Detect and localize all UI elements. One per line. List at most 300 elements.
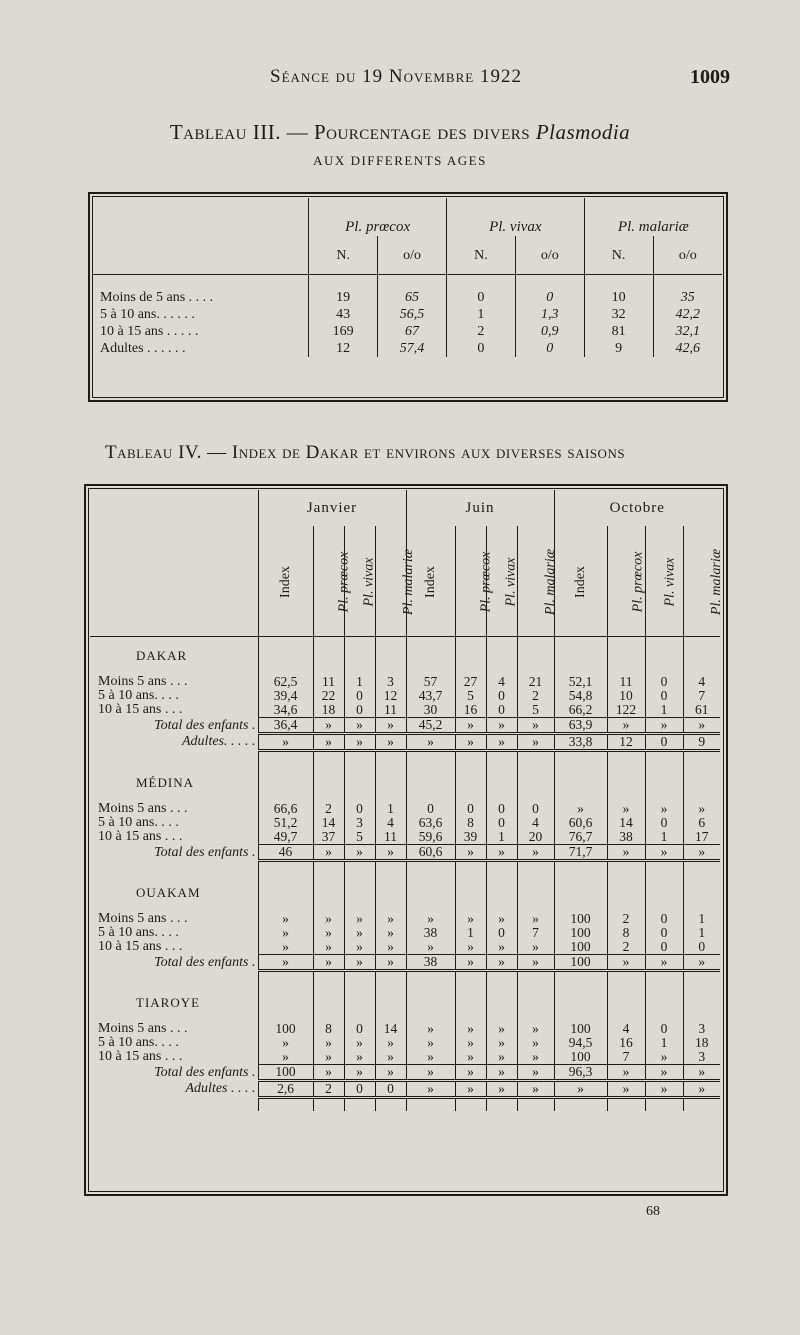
table-cell: 0 [683,940,720,955]
spacer-cell [607,637,645,664]
table-cell: » [344,734,375,751]
table-cell: » [517,718,554,734]
table4-column-header [258,526,313,637]
spacer-cell [313,984,344,1010]
table-cell: 56,5 [378,306,447,323]
spacer-cell [607,984,645,1010]
table4-month-header: Janvier [258,490,406,526]
table-cell: 32,1 [653,323,722,340]
spacer-cell [258,637,313,664]
table-cell: » [455,1081,486,1098]
row-label: Moins 5 ans . . . [98,911,188,926]
table-row [90,802,720,816]
column-header-text: Index [572,565,588,598]
table-cell: 0 [645,689,683,703]
table-cell: » [554,802,607,816]
spacer-cell [683,874,720,900]
table-cell: 0 [486,926,517,940]
row-label: Total des enfants . [154,844,256,860]
table3-subtitle: AUX DIFFERENTS AGES [313,153,487,168]
location-row [90,984,720,1010]
spacer-cell [344,874,375,900]
row-label: 5 à 10 ans. . . . [98,1035,179,1050]
row-label: 10 à 15 ans . . . [98,702,183,718]
spacer-cell [258,861,313,875]
table-cell: 0 [344,1081,375,1098]
table-cell: 8 [313,1022,344,1036]
column-header-text: Pl. prœcox [629,551,645,612]
row-label: Moins 5 ans . . . [98,801,188,816]
row-label: Total des enfants . [154,954,256,970]
table-cell: » [607,955,645,971]
spacer-cell [554,984,607,1010]
spacer-cell [258,751,313,765]
spacer-cell [517,984,554,1010]
table-cell: 4 [486,675,517,689]
table3-subheader: o/o [653,236,722,275]
table-cell: » [645,1081,683,1098]
spacer-cell [313,971,344,985]
column-header-text: Pl. malariæ [400,548,416,615]
table4-column-header [486,526,517,637]
spacer-cell [683,764,720,790]
spacer-cell [486,971,517,985]
row-label: Moins de 5 ans . . . . [100,290,214,305]
spacer-cell [313,874,344,900]
table-cell: 2 [313,802,344,816]
spacer-cell [344,861,375,875]
table-cell: 60,6 [406,845,455,861]
table-cell: 4 [375,816,406,830]
table3-subheader: o/o [515,236,584,275]
table-cell: 51,2 [258,816,313,830]
spacer-cell [486,874,517,900]
table-cell: 0 [344,703,375,718]
table-cell: 38 [406,926,455,940]
spacer-cell [517,764,554,790]
table-cell: » [375,1050,406,1065]
spacer-cell [683,1098,720,1112]
table-cell: 54,8 [554,689,607,703]
table3 [92,198,722,357]
spacer-cell [645,971,683,985]
table4-month-header: Octobre [554,490,720,526]
table-cell: 1 [375,802,406,816]
spacer-cell [455,874,486,900]
table-cell: 60,6 [554,816,607,830]
table-cell: » [344,1036,375,1050]
table-cell: » [375,734,406,751]
table-cell: 0 [446,340,515,357]
table-cell: » [455,1022,486,1036]
table-cell: » [517,1050,554,1065]
table-cell: 65 [378,275,447,307]
table-cell: 2 [517,689,554,703]
spacer-cell [486,984,517,1010]
table-cell: 2 [607,940,645,955]
table3-corner [92,198,309,275]
table-cell: » [607,1065,645,1081]
table-row [92,340,722,357]
table-cell: 34,6 [258,703,313,718]
table-cell: 1 [683,926,720,940]
row-label: 10 à 15 ans . . . [98,1049,183,1065]
table-cell: » [375,912,406,926]
spacer-cell [375,637,406,664]
table-cell: 62,5 [258,675,313,689]
total-row [90,718,720,734]
spacer-cell [554,861,607,875]
row-label: 5 à 10 ans. . . . [98,925,179,940]
row-label: Total des enfants . [154,717,256,733]
row-label: 5 à 10 ans. . . . [98,688,179,703]
table-cell: 12 [375,689,406,703]
table-cell: » [344,845,375,861]
spacer-cell [406,637,455,664]
spacer-cell [683,861,720,875]
table-cell: 8 [455,816,486,830]
spacer-cell [375,764,406,790]
table-cell: 0 [344,802,375,816]
location-name: TIAROYE [136,995,201,1010]
table3-title [0,120,800,145]
table-row [90,675,720,689]
table-row [90,940,720,955]
table-cell: 3 [344,816,375,830]
table-cell: 4 [517,816,554,830]
table-cell: 35 [653,275,722,307]
spacer-cell [258,984,313,1010]
spacer-cell [455,1098,486,1112]
table-cell: 0 [645,912,683,926]
table-cell: 67 [378,323,447,340]
spacer-cell [645,1098,683,1112]
table4-corner [90,490,258,637]
spacer-cell [683,971,720,985]
spacer-cell [90,751,258,765]
table-cell: 16 [607,1036,645,1050]
spacer-cell [344,764,375,790]
table-cell: 6 [683,816,720,830]
table-cell: 100 [258,1065,313,1081]
table-cell: 169 [309,323,378,340]
spacer-cell [313,637,344,664]
table-row [90,689,720,703]
table-cell: 1 [645,703,683,718]
table-cell: 5 [455,689,486,703]
table-cell: 43 [309,306,378,323]
table-cell: 3 [683,1022,720,1036]
spacer-cell [313,1098,344,1112]
table-cell: 49,7 [258,830,313,845]
table-cell: » [406,1081,455,1098]
table-cell: 14 [313,816,344,830]
table-cell: 10 [607,689,645,703]
total-row [90,955,720,971]
table-cell: » [517,1036,554,1050]
spacer-cell [406,751,455,765]
table-cell: » [683,1081,720,1098]
spacer-cell [554,874,607,900]
spacer-cell [554,1098,607,1112]
table-cell: » [645,718,683,734]
table-cell: 37 [313,830,344,845]
spacer-cell [406,984,455,1010]
location-row [90,874,720,900]
spacer-cell [554,637,607,664]
spacer-cell [90,971,258,985]
table-cell: 94,5 [554,1036,607,1050]
table-cell: 8 [607,926,645,940]
table4-month-header: Juin [406,490,554,526]
table-cell: 57,4 [378,340,447,357]
spacer-cell [375,874,406,900]
table-cell: 19 [309,275,378,307]
spacer-cell [554,751,607,765]
table-cell: » [486,845,517,861]
spacer-cell [455,861,486,875]
table-cell: 4 [607,1022,645,1036]
spacer-cell [406,1098,455,1112]
table-cell: 38 [607,830,645,845]
row-label: Moins 5 ans . . . [98,674,188,689]
spacer-cell [607,1098,645,1112]
table-cell: 32 [584,306,653,323]
table-cell: 1,3 [515,306,584,323]
row-label: 10 à 15 ans . . . [98,939,183,955]
spacer-cell [313,764,344,790]
table-cell: » [344,926,375,940]
spacer-cell [344,984,375,1010]
table4-column-header [645,526,683,637]
table-cell: 0 [645,940,683,955]
table-row [92,275,722,307]
table-cell: » [313,718,344,734]
table-cell: » [313,955,344,971]
table-cell: » [645,1065,683,1081]
table-cell: 38 [406,955,455,971]
table-cell: 1 [645,1036,683,1050]
table-cell: 3 [683,1050,720,1065]
spacer-cell [406,971,455,985]
location-row [90,637,720,664]
spacer-cell [607,751,645,765]
table-cell: » [258,1036,313,1050]
table-cell: » [486,955,517,971]
spacer-cell [375,861,406,875]
spacer-cell [517,637,554,664]
table-cell: » [258,940,313,955]
table4-column-header [554,526,607,637]
spacer-cell [645,874,683,900]
total-row [90,845,720,861]
spacer-cell [90,861,258,875]
table-cell: 1 [455,926,486,940]
spacer-cell [90,1098,258,1112]
table-cell: » [683,718,720,734]
table-cell: » [607,845,645,861]
table-cell: 71,7 [554,845,607,861]
table-row [90,926,720,940]
spacer-cell [455,971,486,985]
table-cell: 2 [446,323,515,340]
table3-subheader: N. [584,236,653,275]
spacer-cell [344,751,375,765]
table-cell: 100 [554,926,607,940]
spacer-cell [645,984,683,1010]
table-cell: » [517,1065,554,1081]
table-cell: » [683,845,720,861]
table-cell: 2 [313,1081,344,1098]
table-cell: 0 [486,689,517,703]
table-cell: » [455,845,486,861]
table-cell: 12 [309,340,378,357]
table-cell: » [313,734,344,751]
column-header-text: Pl. vivax [360,557,376,606]
table-cell: 63,6 [406,816,455,830]
spacer-cell [313,751,344,765]
column-header-text: Index [277,565,293,598]
column-header-text: Pl. malariæ [542,548,558,615]
table-cell: 11 [375,703,406,718]
table-cell: » [645,955,683,971]
table-cell: 5 [517,703,554,718]
table-cell: 43,7 [406,689,455,703]
table-cell: 0 [486,703,517,718]
table-cell: 122 [607,703,645,718]
table-cell: » [258,955,313,971]
column-header-text: Pl. vivax [662,557,678,606]
table-row [90,912,720,926]
spacer-cell [406,764,455,790]
table-cell: » [645,802,683,816]
table-cell: 1 [645,830,683,845]
table-cell: 42,6 [653,340,722,357]
table-cell: 66,6 [258,802,313,816]
table-cell: 3 [375,675,406,689]
spacer-cell [517,751,554,765]
signature-mark: 68 [646,1204,660,1219]
table-cell: 21 [517,675,554,689]
spacer-cell [455,764,486,790]
spacer-cell [607,764,645,790]
total-row [90,734,720,751]
table-cell: 63,9 [554,718,607,734]
table-cell: 5 [344,830,375,845]
row-label: 5 à 10 ans. . . . . . [100,307,195,322]
table-cell: 57 [406,675,455,689]
table-row [90,1050,720,1065]
table-cell: 100 [554,955,607,971]
column-header-text: Index [422,565,438,598]
spacer-cell [406,874,455,900]
table-cell: » [258,926,313,940]
table-cell: 2 [607,912,645,926]
table-cell: » [313,1036,344,1050]
table-cell: 0 [455,802,486,816]
table3-title-italic: Plasmodia [535,120,631,144]
spacer-cell [683,751,720,765]
table-cell: 14 [607,816,645,830]
table-cell: » [375,926,406,940]
table4-column-header [455,526,493,637]
spacer-cell [375,1098,406,1112]
table-cell: » [313,1050,344,1065]
table-cell: » [344,718,375,734]
table-cell: » [455,718,486,734]
table4-column-header [607,526,645,637]
table-cell: 7 [683,689,720,703]
table-cell: » [313,1065,344,1081]
table-cell: » [406,940,455,955]
spacer-cell [517,861,554,875]
spacer-row [90,861,720,875]
table-cell: » [486,734,517,751]
table-cell: 0 [486,816,517,830]
table-cell: 0 [645,1022,683,1036]
table-cell: » [554,1081,607,1098]
table-cell: » [486,1065,517,1081]
row-label: 5 à 10 ans. . . . [98,815,179,830]
table-cell: 59,6 [406,830,455,845]
table-cell: 100 [554,1050,607,1065]
row-label: Moins 5 ans . . . [98,1021,188,1036]
spacer-cell [486,637,517,664]
spacer-cell [607,971,645,985]
spacer-cell [645,637,683,664]
page-number: 1009 [690,66,730,88]
spacer-row [90,971,720,985]
table-cell: » [683,1065,720,1081]
spacer-cell [517,1098,554,1112]
spacer-cell [645,764,683,790]
table-cell: » [375,1036,406,1050]
table-cell: » [344,1050,375,1065]
table-row [90,830,720,845]
spacer-cell [258,971,313,985]
table4-column-header [683,526,724,637]
table-cell: 20 [517,830,554,845]
table-cell: 11 [375,830,406,845]
column-header-text: Pl. prœcox [477,551,493,612]
table3-title-text: Tableau III. — Pourcentage des divers [169,120,536,144]
table-cell: » [406,734,455,751]
table-cell: » [645,1050,683,1065]
table3-group-header: Pl. vivax [446,198,584,236]
table-cell: » [406,912,455,926]
table-cell: 39,4 [258,689,313,703]
spacer-cell [486,751,517,765]
table-cell: 4 [683,675,720,689]
table-cell: » [375,955,406,971]
table-cell: 0 [515,340,584,357]
table-cell: 1 [344,675,375,689]
table-cell: » [375,845,406,861]
table-cell: 46 [258,845,313,861]
table-cell: » [486,912,517,926]
table-cell: » [344,940,375,955]
table-cell: 0 [486,802,517,816]
table-cell: 96,3 [554,1065,607,1081]
spacer-cell [375,751,406,765]
table-cell: 0 [645,816,683,830]
table-cell: » [344,912,375,926]
table-cell: 0 [645,734,683,751]
table-cell: 0 [645,926,683,940]
table-cell: » [313,845,344,861]
table-cell: » [517,1022,554,1036]
table-cell: » [344,955,375,971]
